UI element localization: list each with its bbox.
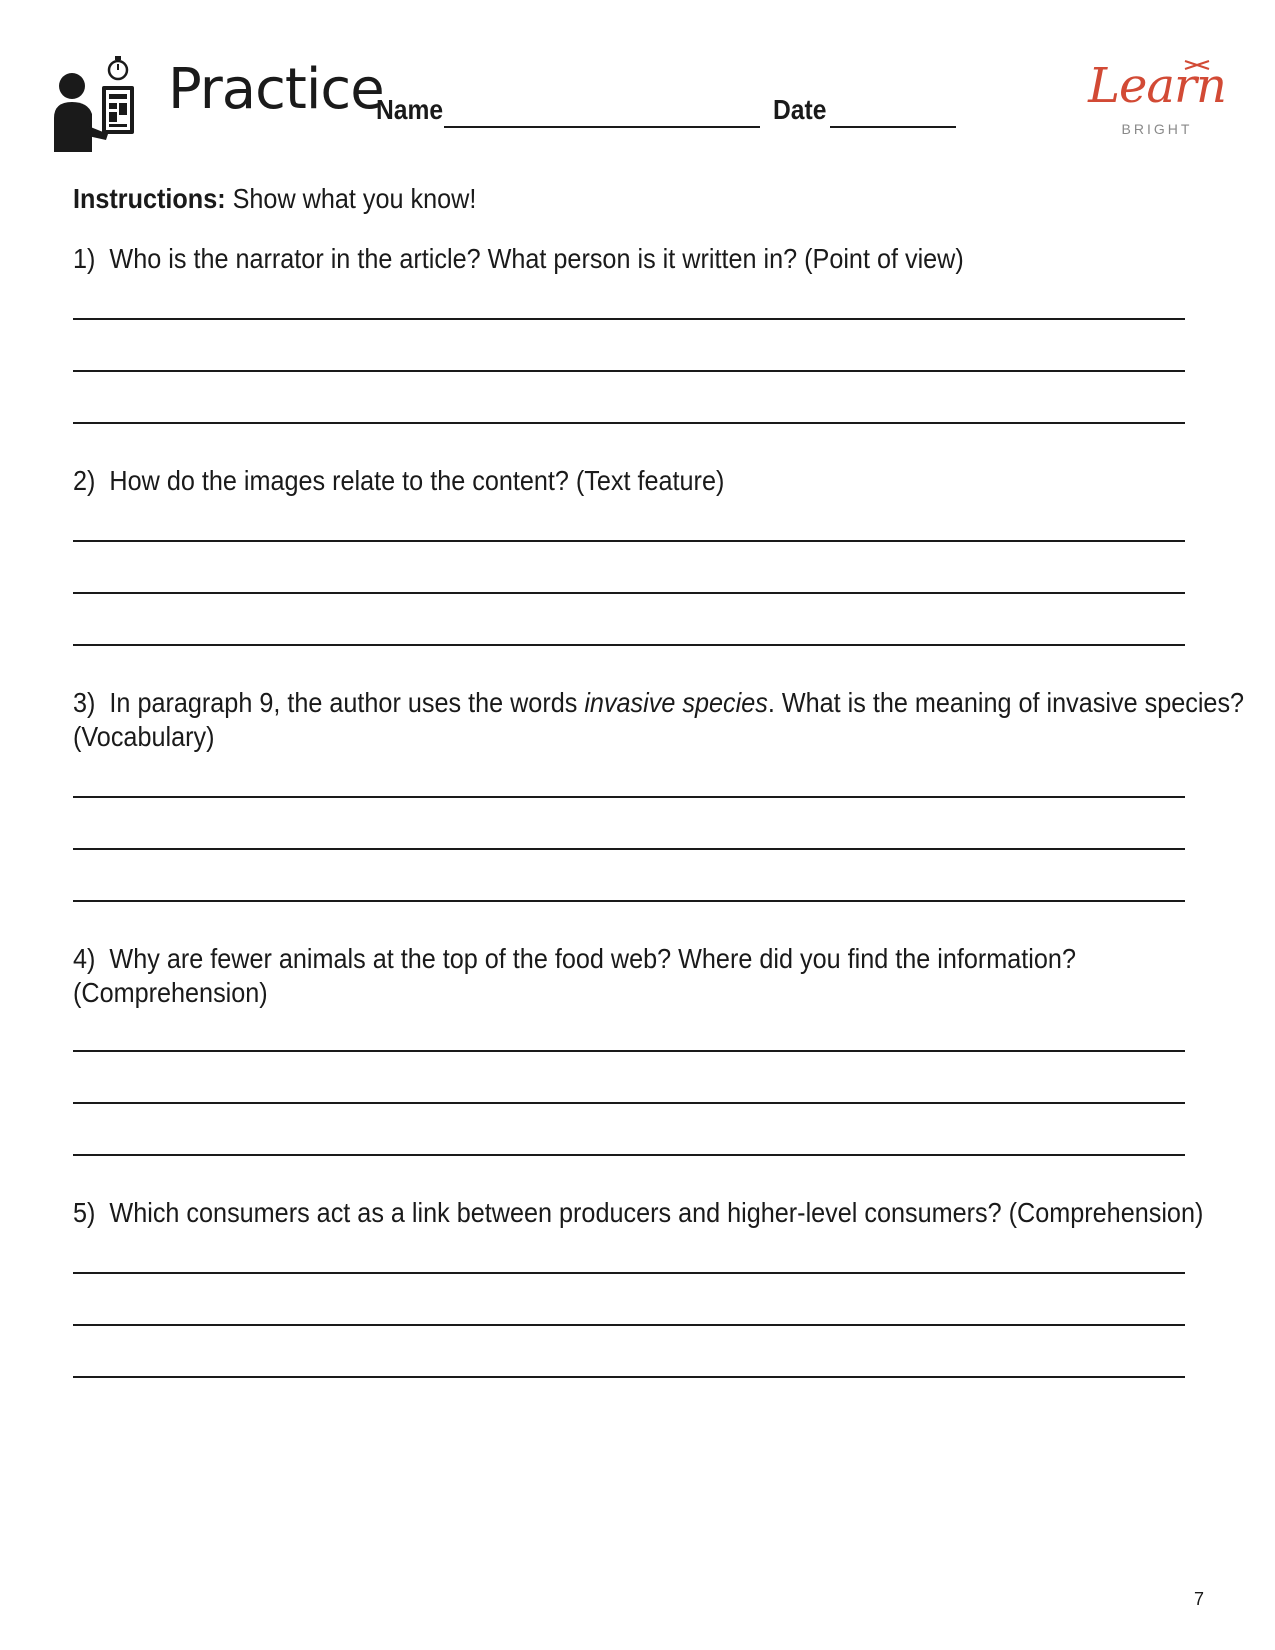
practice-icon	[52, 52, 142, 156]
page-title: Practice	[168, 57, 384, 122]
answer-line[interactable]	[73, 1102, 1185, 1104]
question-3	[73, 686, 1244, 754]
question-text: Who is the narrator in the article? What person is it written in? (Point of view)	[109, 243, 964, 274]
answer-line[interactable]	[73, 900, 1185, 902]
question-text: How do the images relate to the content? (Text feature)	[109, 465, 725, 496]
answer-line[interactable]	[73, 540, 1185, 542]
question-number: 3)	[73, 687, 96, 718]
question-text-after: . What is the meaning of invasive species?	[767, 687, 1245, 718]
answer-line[interactable]	[73, 644, 1185, 646]
question-number: 1)	[73, 243, 96, 274]
question-5	[73, 1196, 1203, 1230]
question-emphasis: invasive species	[584, 687, 768, 718]
question-category: (Vocabulary)	[73, 721, 215, 752]
answer-line[interactable]	[73, 370, 1185, 372]
name-label: Name	[376, 94, 444, 125]
answer-line[interactable]	[73, 1376, 1185, 1378]
question-text-before: In paragraph 9, the author uses the words	[109, 687, 585, 718]
answer-line[interactable]	[73, 1154, 1185, 1156]
answer-line[interactable]	[73, 1324, 1185, 1326]
question-number: 5)	[73, 1197, 96, 1228]
page-number: 7	[1194, 1589, 1205, 1609]
instructions-label: Instructions:	[73, 183, 226, 214]
answer-line[interactable]	[73, 592, 1185, 594]
date-label: Date	[773, 94, 827, 125]
answer-line[interactable]	[73, 848, 1185, 850]
logo-subtitle: BRIGHT	[1121, 121, 1193, 137]
question-number: 4)	[73, 943, 96, 974]
answer-line[interactable]	[73, 1272, 1185, 1274]
name-field-line[interactable]	[444, 126, 760, 128]
question-1	[73, 242, 964, 276]
instructions-text: Show what you know!	[225, 183, 477, 214]
answer-line[interactable]	[73, 422, 1185, 424]
date-field-line[interactable]	[830, 126, 956, 128]
question-4	[73, 942, 1076, 1010]
question-category: (Comprehension)	[73, 977, 268, 1008]
learn-bright-logo	[1082, 58, 1232, 144]
answer-line[interactable]	[73, 1050, 1185, 1052]
answer-line[interactable]	[73, 318, 1185, 320]
worksheet-header	[0, 0, 1275, 170]
instructions	[73, 182, 476, 216]
question-text: Which consumers act as a link between producers and higher-level consumers? (Comprehension)	[109, 1197, 1204, 1228]
question-number: 2)	[73, 465, 96, 496]
answer-line[interactable]	[73, 796, 1185, 798]
question-text: Why are fewer animals at the top of the food web? Where did you find the information?	[109, 943, 1076, 974]
logo-word: Learn	[1088, 58, 1226, 114]
question-2	[73, 464, 724, 498]
